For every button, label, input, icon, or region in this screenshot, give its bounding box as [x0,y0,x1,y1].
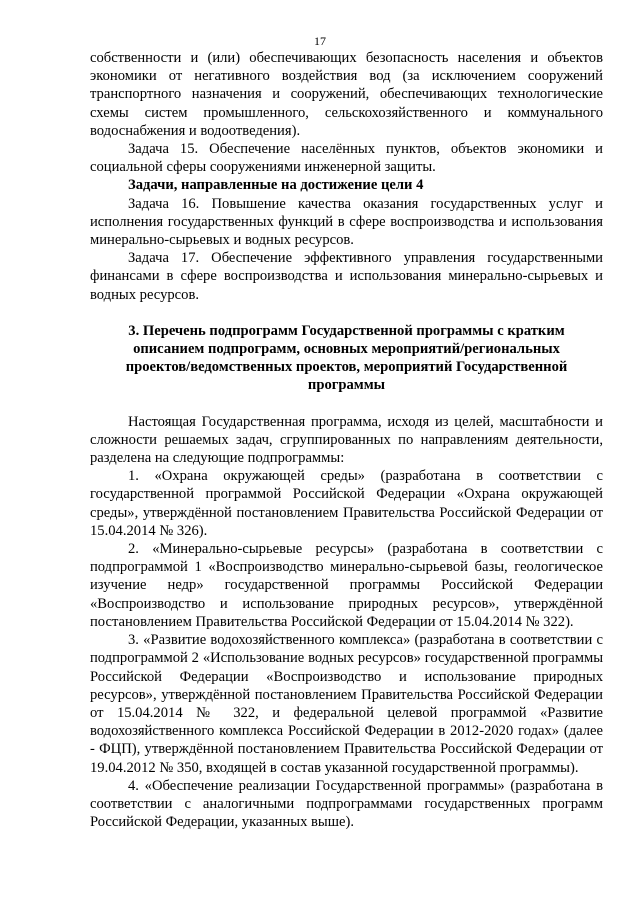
page-number: 17 [314,34,326,48]
goal-4-subheading: Задачи, направленные на достижение цели 4 [128,177,424,194]
subprogram-2-paragraph: 2. «Минерально-сырьевые ресурсы» (разработана в соответствии с подпрограммой 1 «Воспроизводство минерально-сырьевой базы, геологическое изучение недр» государственной программы Российской Федерации «Воспроизводство и использование природных ресурсов», утверждённой постановлением Правительства Российской Федерации от 15.04.2014 № 322). [90,541,603,630]
task-17-paragraph: Задача 17. Обеспечение эффективного управления государственными финансами в сфере воспроизводства и использования минерально-сырьевых и водных ресурсов. [90,250,603,303]
task-16-paragraph: Задача 16. Повышение качества оказания государственных услуг и исполнения государственных функций в сфере воспроизводства и использования минерально-сырьевых и водных ресурсов. [90,195,603,249]
task-15-paragraph: Задача 15. Обеспечение населённых пунктов, объектов экономики и социальной сферы сооружениями инженерной защиты. [90,141,603,176]
subprogram-4-paragraph: 4. «Обеспечение реализации Государственной программы» (разработана в соответствии с аналогичными подпрограммами государственных программ Российской Федерации, указанных выше). [90,777,603,831]
section-3-title: 3. Перечень подпрограмм Государственной программы с кратким описанием подпрограмм, основных мероприятий/региональных проектов/ведомственных проектов, мероприятий Государственной программы [125,322,568,394]
intro-paragraph: Настоящая Государственная программа, исходя из целей, масштабности и сложности решаемых задач, сгруппированных по направлениям деятельности, разделена на следующие подпрограммы: [90,413,603,467]
subprogram-1-paragraph: 1. «Охрана окружающей среды» (разработана в соответствии с государственной программой Российской Федерации «Охрана окружающей среды», утверждённой постановлением Правительства Российской Федерации от 15.04.2014 № 326). [90,468,603,539]
document-body [90,49,603,831]
subprogram-3-paragraph: 3. «Развитие водохозяйственного комплекса» (разработана в соответствии с подпрограммой 2 «Использование водных ресурсов» государственной программы Российской Федерации «Воспроизводство и использование природных ресурсов», утверждённой постановлением Правительства Российской Федерации от 15.04.2014 № 322, и федеральной целевой программой «Развитие водохозяйственного комплекса Российской Федерации в 2012-2020 годах» (далее - ФЦП), утверждённой постановлением Правительства Российской Федерации от 19.04.2012 № 350, входящей в состав указанной государственной программы). [90,632,603,776]
continued-paragraph: собственности и (или) обеспечивающих безопасность населения и объектов экономики от негативного воздействия вод (за исключением сооружений транспортного назначения и сооружений, обеспечивающих технологические схемы систем промышленного, сельскохозяйственного и коммунального водоснабжения и водоотведения). [90,50,603,139]
